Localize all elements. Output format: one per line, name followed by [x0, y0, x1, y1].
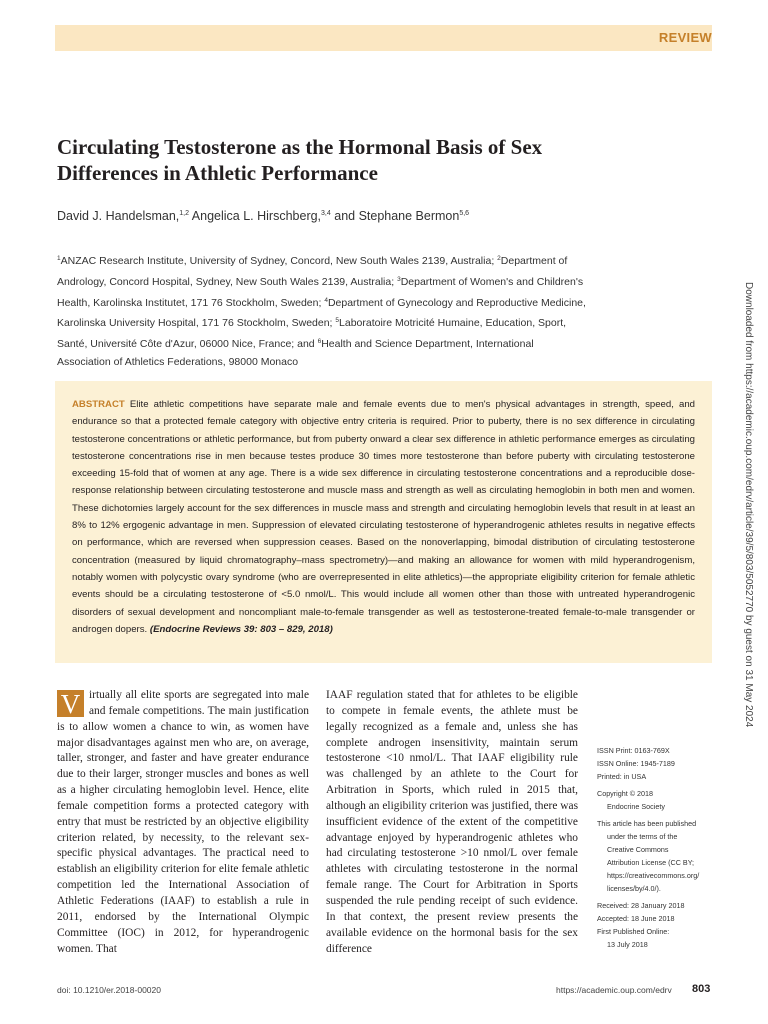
affiliation-text: Health and Science Department, International Association of Athletics Federations, 98000 Monaco: [57, 338, 534, 368]
abstract-text: Elite athletic competitions have separate male and female events due to men's physical advantages in strength, speed, and endurance so that a protected female category with objective entry criteria is required. Prior to puberty, there is no sex difference in circulating testosterone concentrations or athletic performance, but from puberty onward a clear sex difference in athletic performance emerges as circulating testosterone concentrations rise in men because testes produce 30 times more testosterone than before puberty with circulating testosterone exceeding 15-fold that of women at any age. There is a wide sex difference in circulating testosterone concentrations and a reproducible dose-response relationship between circulating testosterone and muscle mass and strength as well as circulating hemoglobin in both men and women. These dichotomies largely account for the sex differences in muscle mass and strength and circulating hemoglobin levels that result in at least an 8% to 12% ergogenic advantage in men. Suppression of elevated circulating testosterone of hyperandrogenic athletes results in negative effects on performance, which are reversed when suppression ceases. Based on the nonoverlapping, bimodal distribution of circulating testosterone concentration (measured by liquid chromatography–mass spectrometry)—and making an allowance for women with mild hyperandrogenism, notably women with polycystic ovary syndrome (who are overrepresented in elite athletics)—the appropriate eligibility criterion for female athletic events should be a circulating testosterone of <5.0 nmol/L. This would include all women other than those with untreated hyperandrogenic disorders of sexual development and noncompliant male-to-female transgender as well as testosterone-treated female-to-male transgender or androgen dopers.: [72, 399, 695, 635]
download-note-text: Downloaded from https://academic.oup.com/edrv/article/39/5/803/5052770 by guest on 31 May 2024: [743, 282, 754, 728]
author-affiliation-marker: 5,6: [459, 210, 470, 217]
sidenote-line: https://creativecommons.org/: [607, 871, 700, 880]
affiliation-text: ANZAC Research Institute, University of Sydney, Concord, New South Wales 2139, Australia;: [60, 255, 498, 267]
publication-sidenote: [597, 744, 717, 951]
sidenote-line: Accepted: 18 June 2018: [597, 914, 675, 923]
sidenote-line: First Published Online:: [597, 927, 670, 936]
affiliation-text: Laboratoire Motricité Humaine, Education, Sport, Santé, Université Côte d'Azur, 06000 Nice, France; and: [57, 317, 567, 351]
affiliation-marker: 6: [317, 338, 322, 346]
article-title: Circulating Testosterone as the Hormonal Basis of Sex Differences in Athletic Performance: [57, 135, 543, 185]
affiliation-text: Department of Women's and Children's Health, Karolinska Institutet, 171 76 Stockholm, Sweden;: [57, 275, 584, 309]
affiliation-marker: 5: [335, 317, 340, 325]
header-band: [55, 25, 712, 51]
abstract-label: ABSTRACT: [72, 399, 125, 410]
footer-doi: doi: 10.1210/er.2018-00020: [57, 985, 161, 995]
author-name: David J. Handelsman,: [57, 209, 180, 223]
author-affiliation-marker: 1,2: [179, 210, 190, 217]
page-number: 803: [692, 983, 711, 995]
author-affiliation-marker: 3,4: [321, 210, 331, 217]
sidenote-line: under the terms of the: [607, 832, 678, 841]
drop-cap: V: [57, 690, 84, 717]
sidenote-line: Received: 28 January 2018: [597, 901, 685, 910]
abstract-box: [55, 381, 712, 663]
sidenote-line: Endocrine Society: [607, 802, 665, 811]
author-name: and Stephane Bermon: [330, 209, 460, 223]
author-name: Angelica L. Hirschberg,: [189, 209, 322, 223]
affiliation-text: Department of Gynecology and Reproductive Medicine, Karolinska University Hospital, 171 76 Stockholm, Sweden;: [57, 296, 586, 330]
sidenote-line: Attribution License (CC BY;: [607, 858, 695, 867]
affiliation-marker: 1: [57, 255, 61, 262]
body-column-right: IAAF regulation stated that for athletes to be eligible to compete in female events, the athlete must be legally recognized as a female and, unless she has complete androgen insensitivity, maintain serum testosterone <10 nmol/L. That IAAF eligibility rule was challenged by an athlete to the Court for Arbitration in Sports, which ruled in 2015 that, although an eligibility criterion was justified, there was insufficient evidence of the extent of the competitive advantage enjoyed by hyperandrogenic athletes who had circulating testosterone >10 nmol/L over female athletes with circulating testosterone in the normal female range. The Court for Arbitration in Sports suspended the rule pending receipt of such evidence. In that context, the present review presents the available evidence on the hormonal basis for the sex difference: [326, 689, 578, 955]
sidenote-line: licenses/by/4.0/).: [607, 884, 661, 893]
body-text: irtually all elite sports are segregated into male and female competitions. The main justification is to allow women a chance to win, as women have major disadvantages against men who are, on average, taller, stronger, and faster and have greater endurance due to their larger, stronger muscles and bones as well as a higher circulating hemoglobin level. Hence, elite female competition forms a protected category with entry that must be restricted by an objective eligibility criterion related, by necessity, to the relevant sex-specific physical advantages. The practical need to establish an eligibility criterion for elite female athletic competition led the International Association of Athletic Federations (IAAF) to establish a rule in 2011, endorsed by the International Olympic Committee (IOC) in 2012, for hyperandrogenic women. That: [57, 689, 309, 955]
affiliation-marker: 3: [397, 275, 401, 283]
author-list: [57, 209, 657, 223]
sidenote-line: This article has been published: [597, 819, 697, 828]
abstract-citation: (Endocrine Reviews 39: 803 – 829, 2018): [149, 623, 333, 635]
affiliation-marker: 4: [324, 296, 328, 304]
body-column-left: [57, 688, 309, 957]
affiliation-text: Department of Andrology, Concord Hospital, Sydney, New South Wales 2139, Australia;: [57, 255, 568, 288]
affiliation-marker: 2: [497, 255, 501, 262]
sidenote-line: Creative Commons: [607, 845, 669, 854]
sidenote-line: ISSN Online: 1945-7189: [597, 759, 675, 768]
sidenote-line: Printed: in USA: [597, 772, 647, 781]
footer-url[interactable]: https://academic.oup.com/edrv: [556, 985, 672, 995]
sidenote-line: 13 July 2018: [607, 940, 648, 949]
sidenote-line: Copyright © 2018: [597, 789, 654, 798]
affiliations: [57, 250, 587, 372]
download-note: [742, 282, 756, 752]
section-label: REVIEW: [658, 30, 712, 45]
sidenote-line: ISSN Print: 0163-769X: [597, 746, 670, 755]
abstract: [72, 396, 695, 638]
